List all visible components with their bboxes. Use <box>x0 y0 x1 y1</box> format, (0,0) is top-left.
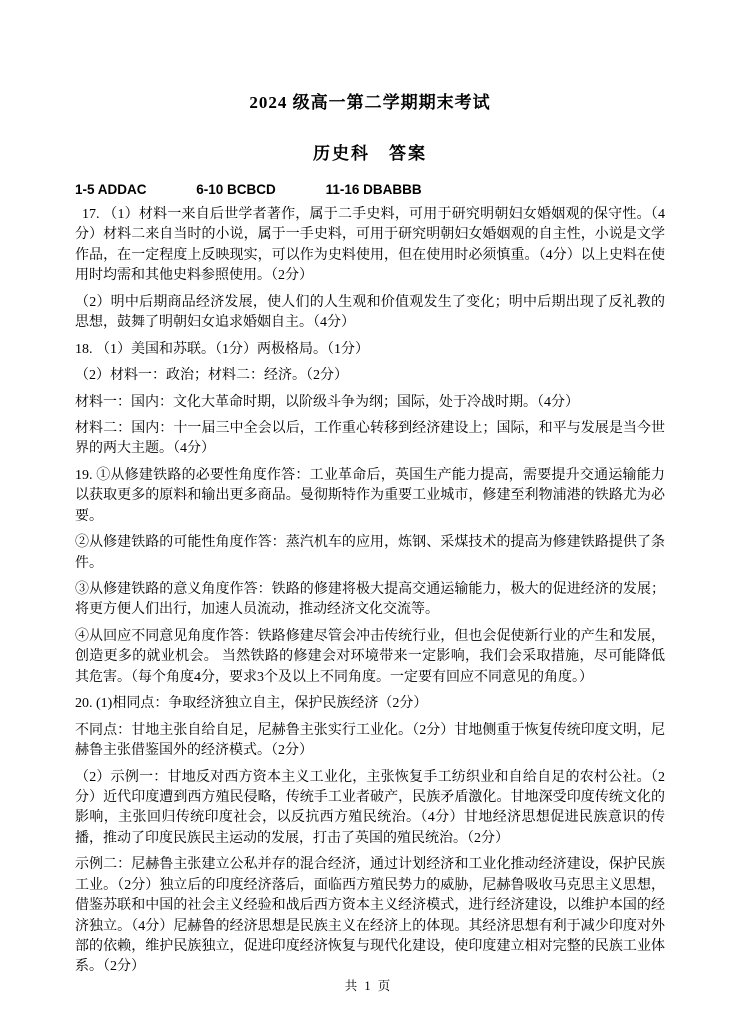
answer-key-6-10: 6-10 BCBCD <box>196 182 276 197</box>
answer-paragraph-q19-point4: ④从回应不同意见角度作答：铁路修建尽管会冲击传统行业，但也会促使新行业的产生和发展，创造更多的就业机会。 当然铁路的修建会对环境带来一定影响，我们会采取措施，尽可能降低其危害。（每个角度4分，要求3个及以上不同角度。一定要有回应不同意见的角度。） <box>75 628 665 685</box>
answer-paragraph-q20-1-same: 20. (1)相同点：争取经济独立自主，保护民族经济（2分） <box>75 696 428 712</box>
exam-subject-title: 历史科 答案 <box>313 144 427 163</box>
answer-paragraph-q18-material2: 材料二：国内：十一届三中全会以后，工作重心转移到经济建设上；国际，和平与发展是当今世界的两大主题。（4分） <box>75 420 665 457</box>
page-number-footer: 共 1 页 <box>344 979 393 993</box>
answer-paragraph-q18-material1: 材料一：国内：文化大革命时期，以阶级斗争为纲；国际，处于冷战时期。（4分） <box>75 394 579 410</box>
answer-paragraph-q17-1: 17. （1）材料一来自后世学者著作，属于二手史料，可用于研究明朝妇女婚姻观的保守性。（4分）材料二来自当时的小说，属于一手史料，可用于研究明朝妇女婚姻观的自主性，小说是文学作品，在一定程度上反映现实，可以作为史料使用，但在使用时必须慎重。（4分）以上史料在使用时均需和其他史料参照使用。（2分） <box>75 207 665 284</box>
answer-key-11-16: 11-16 DBABBB <box>325 182 422 197</box>
answer-paragraph-q19-point1: 19. ①从修建铁路的必要性角度作答：工业革命后，英国生产能力提高，需要提升交通运输能力以获取更多的原料和输出更多商品。曼彻斯特作为重要工业城市，修建至利物浦港的铁路尤为必要。 <box>75 467 665 524</box>
multiple-choice-answer-key <box>75 182 665 197</box>
answer-paragraph-q20-2-example2: 示例二：尼赫鲁主张建立公私并存的混合经济，通过计划经济和工业化推动经济建设，保护民族工业。（2分）独立后的印度经济落后，面临西方殖民势力的威胁，尼赫鲁吸收马克思主义思想，借鉴苏联和中国的社会主义经验和战后西方资本主义经济模式，进行经济建设，以维护本国的经济独立。（4分）尼赫鲁的经济思想是民族主义在经济上的体现。其经济思想有利于减少印度对外部的依赖，维护民族独立，促进印度经济恢复与现代化建设，使印度建立相对完整的民族工业体系。（2分） <box>75 857 665 975</box>
answer-paragraph-q17-2: （2）明中后期商品经济发展，使人们的人生观和价值观发生了变化；明中后期出现了反礼教的思想，鼓舞了明朝妇女追求婚姻自主。（4分） <box>75 294 665 331</box>
answer-paragraph-q18-2: （2）材料一：政治；材料二：经济。（2分） <box>75 368 348 384</box>
answer-key-1-5: 1-5 ADDAC <box>75 182 147 197</box>
answer-paragraph-q19-point2: ②从修建铁路的可能性角度作答：蒸汽机车的应用，炼钢、采煤技术的提高为修建铁路提供了条件。 <box>75 535 665 571</box>
answer-paragraph-q18-1: 18. （1）美国和苏联。（1分）两极格局。（1分） <box>75 341 369 357</box>
exam-title: 2024 级高一第二学期期末考试 <box>249 93 491 112</box>
answer-paragraph-q19-point3: ③从修建铁路的意义角度作答：铁路的修建将极大提高交通运输能力，极大的促进经济的发展；将更方便人们出行，加速人员流动，推动经济文化交流等。 <box>75 582 665 618</box>
answer-paragraph-q20-2-example1: （2）示例一：甘地反对西方资本主义工业化，主张恢复手工纺织业和自给自足的农村公社。（2分）近代印度遭到西方殖民侵略，传统手工业者破产，民族矛盾激化。甘地深受印度传统文化的影响，主张回归传统印度社会，以反抗西方殖民统治。（4分）甘地经济思想促进民族意识的传播，推动了印度民族民主运动的发展，打击了英国的殖民统治。（2分） <box>75 769 665 846</box>
answer-body <box>75 205 665 978</box>
answer-paragraph-q20-1-diff: 不同点：甘地主张自给自足，尼赫鲁主张实行工业化。（2分）甘地侧重于恢复传统印度文明，尼赫鲁主张借鉴国外的经济模式。（2分） <box>75 722 665 759</box>
